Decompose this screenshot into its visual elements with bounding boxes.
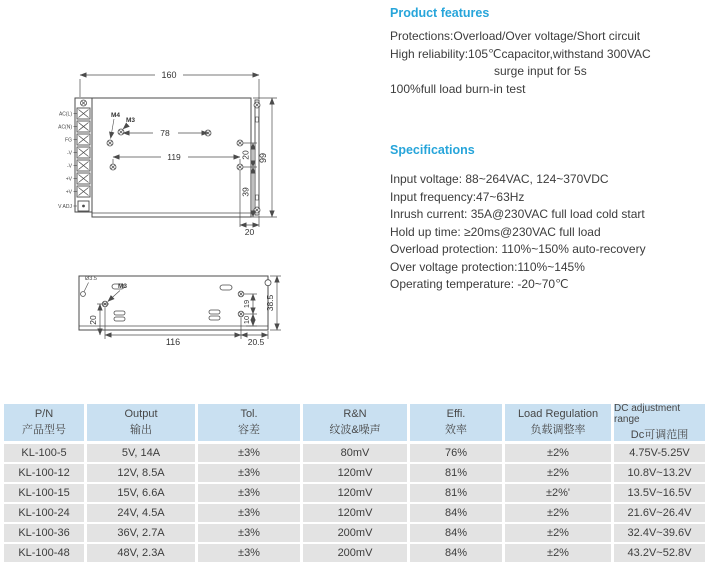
cover-screw-icon bbox=[254, 102, 260, 108]
table-body bbox=[4, 444, 705, 562]
header-efficiency: Effi. 效率 bbox=[410, 404, 502, 441]
top-view-drawing bbox=[28, 55, 368, 245]
feature-line: surge input for 5s bbox=[494, 64, 587, 78]
table-row bbox=[4, 524, 705, 542]
cell-efficiency: 84% bbox=[410, 524, 502, 542]
svg-text:20: 20 bbox=[88, 315, 98, 325]
dim-span-lower bbox=[113, 152, 240, 164]
dim-mount-span bbox=[105, 308, 241, 348]
terminal-block bbox=[75, 98, 92, 212]
spec-line: Overload protection: 110%~150% auto-recovery bbox=[390, 242, 646, 256]
spec-line: Hold up time: ≥20ms@230VAC full load bbox=[390, 224, 601, 239]
dim-width bbox=[80, 70, 259, 99]
cell-output: 5V, 14A bbox=[87, 444, 195, 462]
specifications-section bbox=[390, 143, 706, 294]
cell-load-reg: ±2% bbox=[505, 464, 611, 482]
cell-pn: KL-100-12 bbox=[4, 464, 84, 482]
cell-ripple: 120mV bbox=[303, 484, 407, 502]
bottom-view-drawing bbox=[28, 246, 368, 381]
header-load-regulation: Load Regulation 负载调整率 bbox=[505, 404, 611, 441]
cell-tolerance: ±3% bbox=[198, 524, 300, 542]
header-ripple-noise: R&N 纹波&噪声 bbox=[303, 404, 407, 441]
terminal-label: +V bbox=[65, 176, 72, 183]
dim-bottom-offset bbox=[240, 171, 259, 238]
table-row bbox=[4, 464, 705, 482]
m4-label: M4 bbox=[111, 112, 121, 119]
cell-load-reg: ±2% bbox=[505, 524, 611, 542]
dim-span-upper bbox=[123, 128, 208, 138]
cell-efficiency: 81% bbox=[410, 464, 502, 482]
cell-efficiency: 81% bbox=[410, 484, 502, 502]
table-row bbox=[4, 504, 705, 522]
specifications-title: Specifications bbox=[390, 143, 475, 157]
table-row bbox=[4, 444, 705, 462]
spec-line: Inrush current: 35A@230VAC full load cold start bbox=[390, 207, 645, 221]
dim-right-offset bbox=[241, 331, 268, 347]
cell-tolerance: ±3% bbox=[198, 504, 300, 522]
product-features-section bbox=[390, 6, 706, 98]
cell-load-reg: ±2% bbox=[505, 544, 611, 562]
cell-tolerance: ±3% bbox=[198, 444, 300, 462]
mount-hole-icon bbox=[238, 291, 244, 297]
cell-load-reg: ±2% bbox=[505, 444, 611, 462]
svg-text:119: 119 bbox=[167, 152, 181, 162]
feature-line: 100%full load burn-in test bbox=[390, 81, 526, 96]
cell-pn: KL-100-15 bbox=[4, 484, 84, 502]
cell-efficiency: 84% bbox=[410, 544, 502, 562]
cell-ripple: 120mV bbox=[303, 464, 407, 482]
m3-label: M3 bbox=[126, 117, 136, 124]
mount-hole-icon bbox=[107, 140, 113, 146]
svg-text:38.5: 38.5 bbox=[265, 294, 275, 312]
cell-pn: KL-100-24 bbox=[4, 504, 84, 522]
dim-right-offsets bbox=[241, 143, 258, 217]
product-features-title: Product features bbox=[390, 6, 490, 20]
cell-output: 36V, 2.7A bbox=[87, 524, 195, 542]
terminal-labels bbox=[58, 111, 77, 210]
header-output: Output 输出 bbox=[87, 404, 195, 441]
terminal-label: AC(N) bbox=[58, 124, 72, 131]
cell-ripple: 80mV bbox=[303, 444, 407, 462]
svg-text:39: 39 bbox=[240, 187, 251, 197]
m3-label: M3 bbox=[118, 283, 128, 290]
feature-line: Protections:Overload/Over voltage/Short circuit bbox=[390, 29, 641, 43]
cell-output: 12V, 8.5A bbox=[87, 464, 195, 482]
cell-output: 15V, 6.6A bbox=[87, 484, 195, 502]
cell-dc-range: 13.5V~16.5V bbox=[614, 484, 705, 502]
cell-tolerance: ±3% bbox=[198, 464, 300, 482]
dim-hole-offsets bbox=[242, 294, 257, 326]
svg-text:20.5: 20.5 bbox=[247, 337, 265, 347]
edge-notch bbox=[265, 280, 271, 286]
cell-pn: KL-100-5 bbox=[4, 444, 84, 462]
terminal-label: -V bbox=[67, 163, 72, 170]
spec-line: Input frequency:47~63Hz bbox=[390, 189, 525, 204]
cell-pn: KL-100-48 bbox=[4, 544, 84, 562]
terminal-label: FG bbox=[65, 137, 72, 144]
spec-line: Over voltage protection:110%~145% bbox=[390, 259, 585, 274]
header-pn: P/N 产品型号 bbox=[4, 404, 84, 441]
cell-dc-range: 32.4V~39.6V bbox=[614, 524, 705, 542]
cell-efficiency: 76% bbox=[410, 444, 502, 462]
mount-hole-icon bbox=[237, 140, 243, 146]
cell-output: 48V, 2.3A bbox=[87, 544, 195, 562]
svg-text:10: 10 bbox=[242, 315, 251, 325]
cell-ripple: 120mV bbox=[303, 504, 407, 522]
header-dc-adjustment: DC adjustment range Dc可调范围 bbox=[614, 404, 705, 441]
cell-dc-range: 4.75V-5.25V bbox=[614, 444, 705, 462]
svg-text:19: 19 bbox=[242, 299, 251, 309]
terminal-label: +V bbox=[65, 189, 72, 196]
hole-diameter-label: Ø3.5 bbox=[85, 276, 97, 282]
terminal-label: -V bbox=[67, 150, 72, 157]
header-tolerance: Tol. 容差 bbox=[198, 404, 300, 441]
svg-text:116: 116 bbox=[165, 337, 181, 347]
feature-line: High reliability:105℃capacitor,withstand 300VAC bbox=[390, 46, 651, 61]
svg-text:78: 78 bbox=[160, 128, 170, 138]
cell-tolerance: ±3% bbox=[198, 484, 300, 502]
cell-pn: KL-100-36 bbox=[4, 524, 84, 542]
table-row bbox=[4, 544, 705, 562]
mount-hole-icon bbox=[237, 164, 243, 170]
cell-dc-range: 21.6V~26.4V bbox=[614, 504, 705, 522]
svg-text:20: 20 bbox=[240, 150, 251, 160]
cell-load-reg: ±2%' bbox=[505, 484, 611, 502]
models-table bbox=[4, 404, 705, 563]
cell-output: 24V, 4.5A bbox=[87, 504, 195, 522]
cell-ripple: 200mV bbox=[303, 524, 407, 542]
table-header-row bbox=[4, 404, 705, 441]
svg-text:20: 20 bbox=[244, 227, 255, 237]
spec-line: Input voltage: 88~264VAC, 124~370VDC bbox=[390, 172, 609, 186]
spec-line: Operating temperature: -20~70℃ bbox=[390, 277, 569, 291]
table-row bbox=[4, 484, 705, 502]
cell-dc-range: 43.2V~52.8V bbox=[614, 544, 705, 562]
cell-load-reg: ±2% bbox=[505, 504, 611, 522]
cover-screw-icon bbox=[254, 207, 260, 213]
mount-hole-icon bbox=[110, 164, 116, 170]
terminal-label: V ADJ bbox=[58, 203, 72, 210]
terminal-label: AC(L) bbox=[58, 111, 72, 118]
cell-tolerance: ±3% bbox=[198, 544, 300, 562]
pilot-hole-icon bbox=[81, 292, 86, 297]
mount-hole-icon bbox=[118, 129, 124, 135]
cell-ripple: 200mV bbox=[303, 544, 407, 562]
svg-text:99: 99 bbox=[258, 152, 268, 164]
cell-dc-range: 10.8V~13.2V bbox=[614, 464, 705, 482]
svg-text:160: 160 bbox=[161, 70, 177, 80]
hole-labels bbox=[81, 276, 128, 302]
cell-efficiency: 84% bbox=[410, 504, 502, 522]
